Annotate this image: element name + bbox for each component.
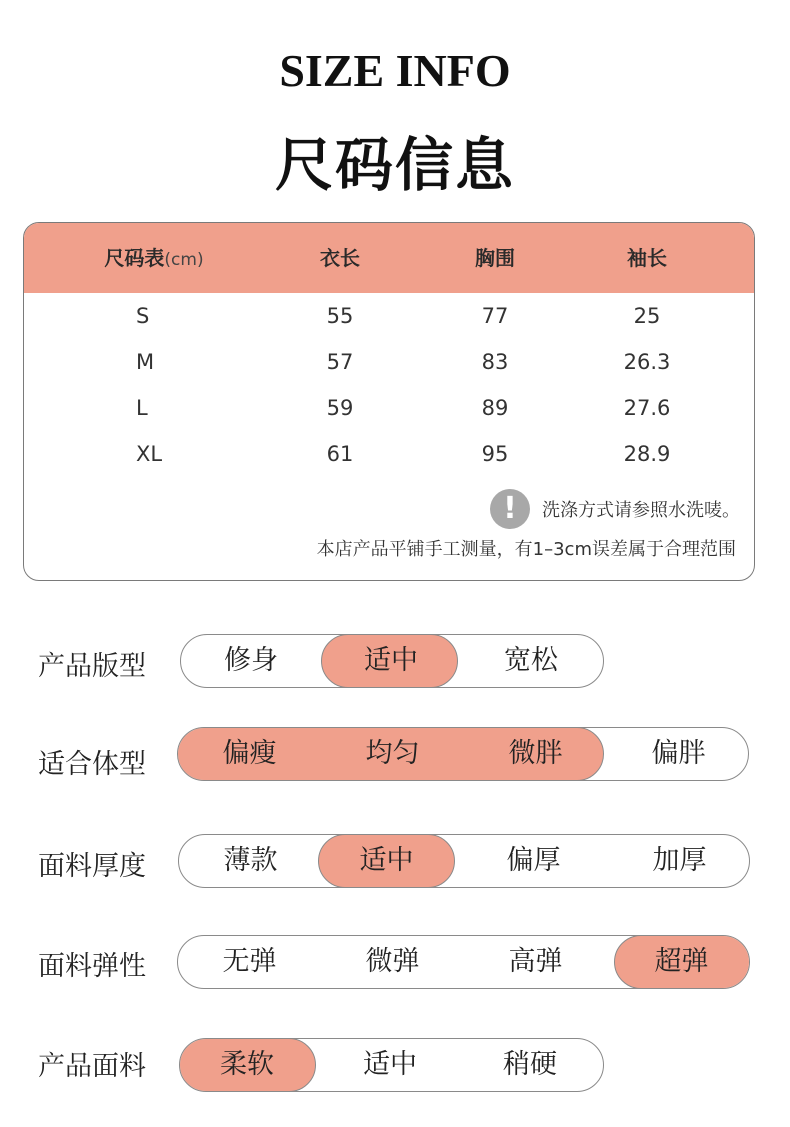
option-extra-thick[interactable]: 加厚 [652,845,707,876]
table-row [24,293,754,339]
option-thin[interactable]: 偏瘦 [222,738,277,769]
cell-chest: 89 [481,396,509,420]
elasticity-selector [177,935,750,989]
option-high-stretch[interactable]: 高弹 [508,946,563,977]
size-table [23,222,755,581]
body-type-selector [177,727,749,781]
cell-sleeve: 28.9 [623,442,671,466]
prop-label-elasticity: 面料弹性 [38,951,146,982]
table-row [24,431,754,477]
option-even[interactable]: 均匀 [365,738,420,769]
header-sleeve: 袖长 [627,246,667,270]
cell-chest: 95 [481,442,509,466]
exclamation-icon: ! [490,489,530,529]
prop-label-fabric: 产品面料 [38,1051,146,1082]
option-stiff[interactable]: 稍硬 [503,1049,557,1080]
wash-note-row [490,489,740,529]
option-thick[interactable]: 偏厚 [506,845,561,876]
option-thin-fabric[interactable]: 薄款 [223,845,278,876]
option-no-stretch[interactable]: 无弹 [222,946,277,977]
option-soft[interactable]: 柔软 [220,1049,274,1080]
option-medium[interactable]: 适中 [359,845,414,876]
option-slim[interactable]: 修身 [224,645,278,676]
option-super-stretch[interactable]: 超弹 [654,946,709,977]
cell-sleeve: 26.3 [623,350,671,374]
cell-size: M [136,350,155,374]
option-medium-fabric[interactable]: 适中 [363,1049,417,1080]
header-chest: 胸围 [475,246,515,270]
table-row [24,339,754,385]
title-en: SIZE INFO [279,45,511,96]
header-size-unit: (cm) [164,250,204,270]
wash-note: 洗涤方式请参照水洗唛。 [542,500,740,521]
cell-length: 57 [326,350,354,374]
fit-selector [180,634,604,688]
prop-label-thickness: 面料厚度 [38,851,146,882]
option-slight-stretch[interactable]: 微弹 [365,946,420,977]
measure-note: 本店产品平铺手工测量，有1–3cm误差属于合理范围 [316,539,736,560]
cell-length: 59 [326,396,354,420]
cell-size: S [136,304,150,328]
prop-label-fit: 产品版型 [38,651,146,682]
header-size [84,223,224,293]
option-regular[interactable]: 适中 [364,645,418,676]
thickness-selector [178,834,750,888]
header-size-label: 尺码表 [104,246,165,270]
size-table-header [24,223,754,293]
cell-length: 55 [326,304,354,328]
cell-chest: 77 [481,304,509,328]
cell-sleeve: 25 [633,304,661,328]
cell-sleeve: 27.6 [623,396,671,420]
cell-length: 61 [326,442,354,466]
option-plump[interactable]: 微胖 [508,738,563,769]
table-row [24,385,754,431]
fabric-selector [179,1038,604,1092]
title-cn: 尺码信息 [274,131,515,199]
cell-size: L [136,396,148,420]
prop-label-body: 适合体型 [38,749,146,780]
cell-chest: 83 [481,350,509,374]
header-length: 衣长 [320,246,360,270]
cell-size: XL [136,442,163,466]
option-fat[interactable]: 偏胖 [651,738,706,769]
option-loose[interactable]: 宽松 [504,645,558,676]
